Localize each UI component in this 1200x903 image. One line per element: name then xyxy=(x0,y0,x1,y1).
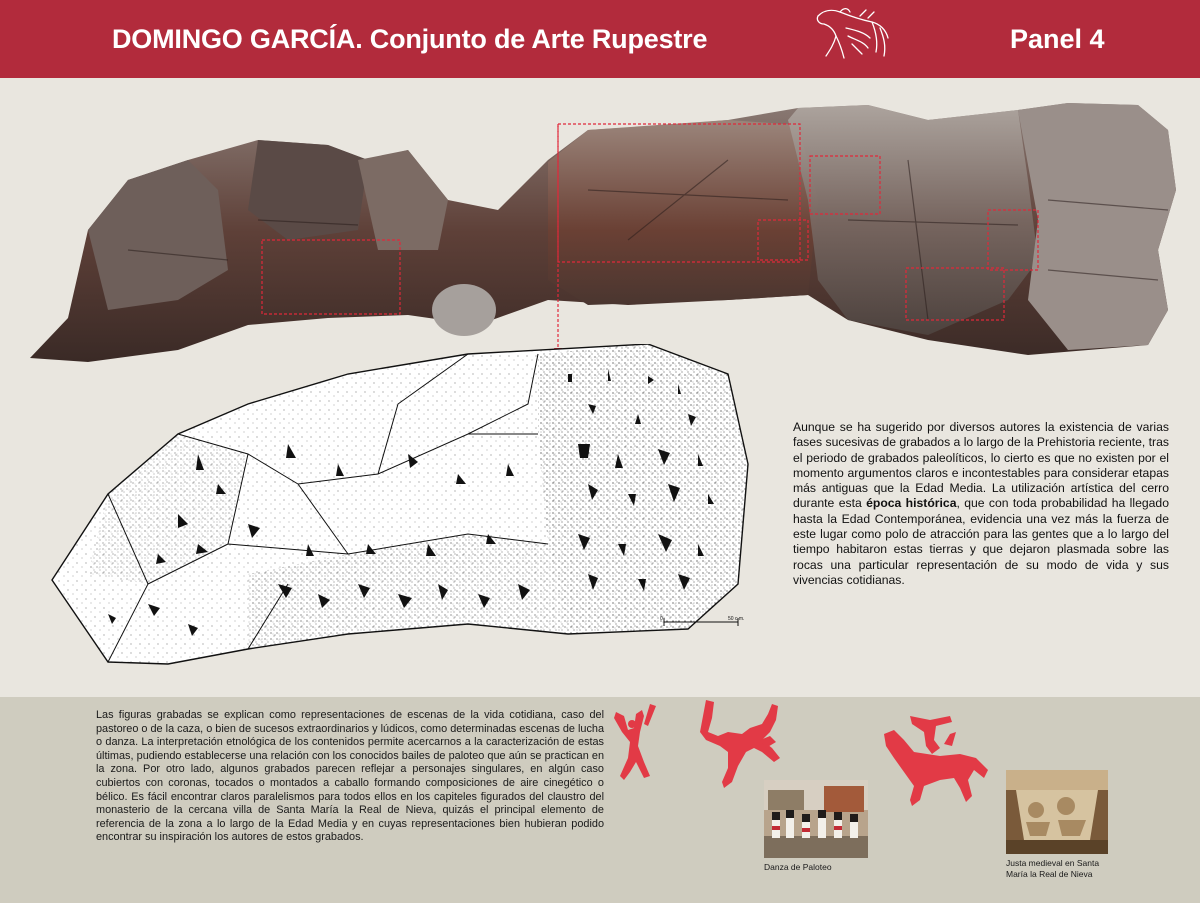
main-paragraph xyxy=(793,420,1169,588)
main-paragraph-part2: , que con toda probabilidad ha llegado hasta la Edad Contemporánea, evidencia una vez más la fuerza de este lugar como polo de atracción para las gentes que a lo largo del tiempo habitaron estas tierras y que dejaron plasmada sobre las rocas una particular representación de su modo de vida y sus vivencias cotidianas. xyxy=(793,496,1169,587)
page-title: DOMINGO GARCÍA. Conjunto de Arte Rupestre xyxy=(112,24,708,54)
caption-joust-line2: María la Real de Nieva xyxy=(1006,868,1093,879)
crowned-figure-icon xyxy=(698,696,790,790)
main-paragraph-part1: Aunque se ha sugerido por diversos autores la existencia de varias fases sucesivas de grabados a lo largo de la Prehistoria reciente, tras el periodo de grabados paleolíticos, lo cierto es que no existen por el momento argumentos claros e incontestables para considerar etapas más antiguas que la Edad Media. La utilización artística del cerro durante esta xyxy=(793,420,1169,511)
caption-dance: Danza de Paloteo xyxy=(764,862,832,872)
caption-joust-line1: Justa medieval en Santa xyxy=(1006,858,1100,868)
paloteo-dance-photo xyxy=(764,780,868,858)
panel-number: Panel 4 xyxy=(1010,24,1105,54)
main-paragraph-bold: época histórica xyxy=(866,496,957,511)
header-bar xyxy=(0,0,1200,78)
rock-outcrop-photo xyxy=(28,100,1178,370)
dancer-figure-icon xyxy=(610,702,666,782)
horseman-figure-icon xyxy=(880,710,992,810)
scale-zero: 0 xyxy=(660,616,663,622)
scale-end: 50 c.m. xyxy=(728,616,745,622)
engraving-tracing-drawing xyxy=(48,344,768,668)
bottom-paragraph: Las figuras grabadas se explican como representaciones de escenas de la vida cotidiana, caso del pastoreo o de la caza, o bien de sucesos extraordinarios y lúdicos, como determinadas escenas de lucha o danza. La interpretación etnológica de los contenidos permite acercarnos a la caracterización de estas últimas, pudiendo establecerse una relación con los conocidos bailes de paloteo que aún se practican en la zona. Por otro lado, algunos grabados parecen reflejar a personajes singulares, en algún caso cubiertos con coronas, tocados o montados a caballo formando composiciones de aire cinegético o bélico. Es fácil encontrar claros paralelismos para todos ellos en los capiteles figurados del claustro del monasterio de la cercana villa de Santa María la Real de Nieva, quizás el principal elemento de referencia de la zona a lo largo de la Edad Media y en cuyas representaciones bien hubieran podido encontrar su inspiración los autores de estos grabados. xyxy=(96,709,604,844)
horse-logo-icon xyxy=(810,4,894,70)
caption-joust xyxy=(1006,858,1099,879)
medieval-capital-photo xyxy=(1006,770,1108,854)
